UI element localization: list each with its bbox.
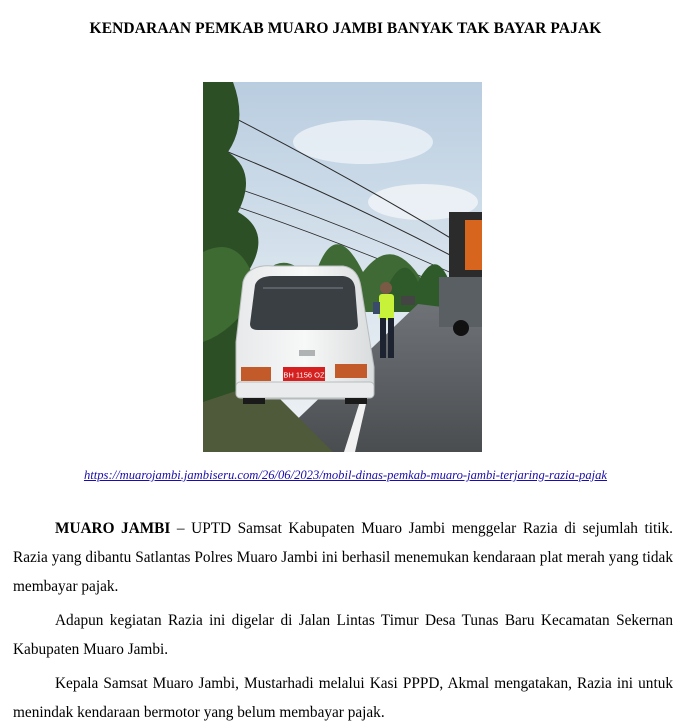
dateline: MUARO JAMBI [55,520,171,537]
article-title: KENDARAAN PEMKAB MUARO JAMBI BANYAK TAK BAYAR PAJAK [89,20,602,37]
article-photo [203,82,482,452]
paragraph-2: Adapun kegiatan Razia ini digelar di Jalan Lintas Timur Desa Tunas Baru Kecamatan Sekernan Kabupaten Muaro Jambi. [13,612,673,658]
paragraph-1 [13,514,673,601]
source-link[interactable]: https://muarojambi.jambiseru.com/26/06/2023/mobil-dinas-pemkab-muaro-jambi-terjaring-razia-pajak [83,468,608,482]
paragraph-1-text: – UPTD Samsat Kabupaten Muaro Jambi menggelar Razia di sejumlah titik. Razia yang dibantu Satlantas Polres Muaro Jambi ini berhasil menemukan kendaraan plat merah yang tidak membayar pajak. [13,520,673,595]
paragraph-3: Kepala Samsat Muaro Jambi, Mustarhadi melalui Kasi PPPD, Akmal mengatakan, Razia ini untuk menindak kendaraan bermotor yang belum membayar pajak. [13,675,673,721]
license-plate-text: BH 1156 OZ [283,370,325,380]
white-van [236,266,374,404]
